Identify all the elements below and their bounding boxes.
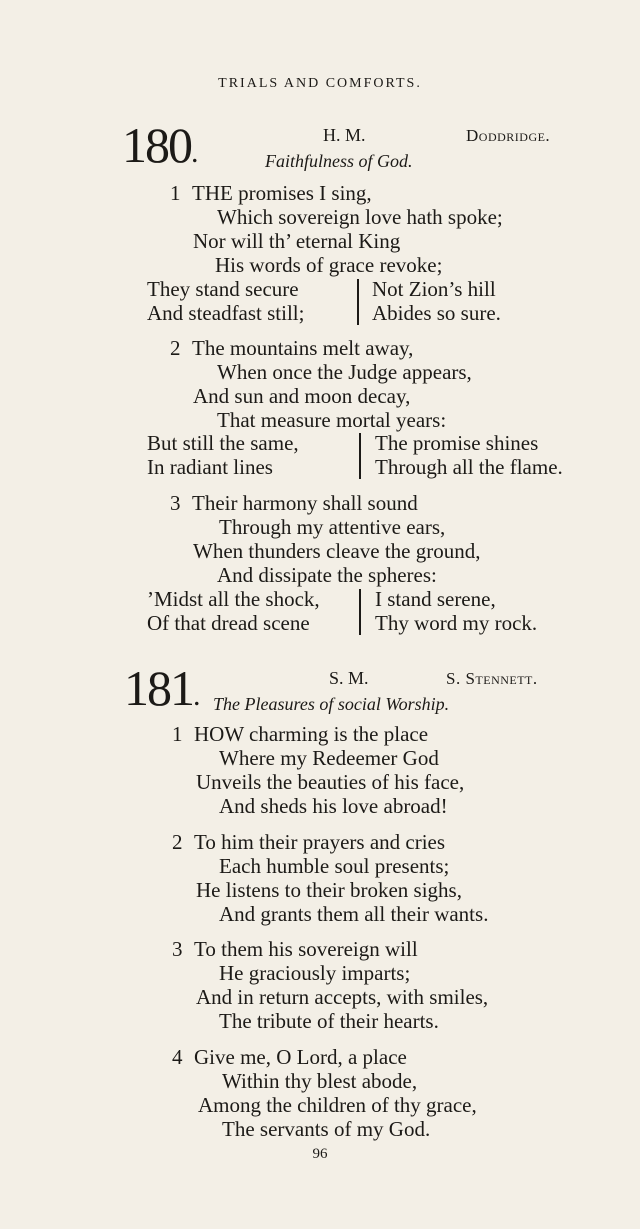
verse-line: When thunders cleave the ground, (193, 539, 481, 563)
verse-line: The servants of my God. (222, 1117, 431, 1141)
verse-line: 1 HOW charming is the place (172, 722, 429, 746)
verse-line: Which sovereign love hath spoke; (217, 205, 503, 229)
verse-line: 3 Their harmony shall sound (170, 491, 418, 515)
verse-line: And grants them all their wants. (219, 902, 489, 926)
verse-line: Where my Redeemer God (219, 746, 439, 770)
hymn-number: 181. (124, 660, 199, 716)
chorus-line-right: Not Zion’s hill (372, 277, 496, 301)
hymn-author: S. Stennett. (446, 669, 538, 688)
verse-line: 4 Give me, O Lord, a place (172, 1045, 407, 1069)
running-head: TRIALS AND COMFORTS. (218, 76, 422, 91)
chorus-divider (357, 279, 359, 325)
verse-number: 4 (172, 1045, 183, 1069)
chorus-line-right: The promise shines (375, 431, 539, 455)
chorus-line-left: ’Midst all the shock, (147, 587, 320, 611)
chorus-line-left: And steadfast still; (147, 301, 305, 325)
chorus-divider (359, 433, 361, 479)
hymn-number: 180. (122, 117, 197, 173)
verse-line: Within thy blest abode, (222, 1069, 418, 1093)
chorus-line-right: Abides so sure. (372, 301, 501, 325)
chorus-line-left: They stand secure (147, 277, 299, 301)
verse-line: The tribute of their hearts. (219, 1009, 439, 1033)
chorus-divider (359, 589, 361, 635)
verse-line: 3 To them his sovereign will (172, 937, 418, 961)
verse-number: 1 (172, 722, 183, 746)
verse-number: 3 (172, 937, 183, 961)
chorus-line-right: Thy word my rock. (375, 611, 538, 635)
verse-line: He listens to their broken sighs, (196, 878, 462, 902)
verse-line: His words of grace revoke; (215, 253, 443, 277)
chorus-line-right: I stand serene, (375, 587, 496, 611)
verse-number: 3 (170, 491, 181, 515)
chorus-line-left: In radiant lines (147, 455, 273, 479)
chorus-line-right: Through all the flame. (375, 455, 563, 479)
verse-number: 2 (172, 830, 183, 854)
chorus-line-left: But still the same, (147, 431, 299, 455)
page-number: 96 (312, 1146, 328, 1162)
chorus-line-left: Of that dread scene (147, 611, 310, 635)
verse-line: 2 To him their prayers and cries (172, 830, 446, 854)
verse-line: Among the children of thy grace, (198, 1093, 477, 1117)
verse-line: And sun and moon decay, (193, 384, 411, 408)
verse-number: 1 (170, 181, 181, 205)
verse-line: Nor will th’ eternal King (193, 229, 401, 253)
hymn-meter: H. M. (323, 125, 366, 145)
verse-line: And sheds his love abroad! (219, 794, 448, 818)
verse-line: Each humble soul presents; (219, 854, 450, 878)
hymn-subtitle: Faithfulness of God. (265, 151, 413, 171)
hymn-author: Doddridge. (466, 126, 551, 145)
verse-line: And in return accepts, with smiles, (196, 985, 489, 1009)
verse-number: 2 (170, 336, 181, 360)
verse-line: When once the Judge appears, (217, 360, 472, 384)
verse-line: He graciously imparts; (219, 961, 411, 985)
verse-line: 1 THE promises I sing, (170, 181, 372, 205)
verse-line: Through my attentive ears, (219, 515, 446, 539)
hymn-subtitle: The Pleasures of social Worship. (213, 694, 450, 714)
verse-line: That measure mortal years: (217, 408, 447, 432)
verse-line: 2 The mountains melt away, (170, 336, 414, 360)
verse-line: Unveils the beauties of his face, (196, 770, 465, 794)
hymn-meter: S. M. (329, 668, 369, 688)
verse-line: And dissipate the spheres: (217, 563, 437, 587)
